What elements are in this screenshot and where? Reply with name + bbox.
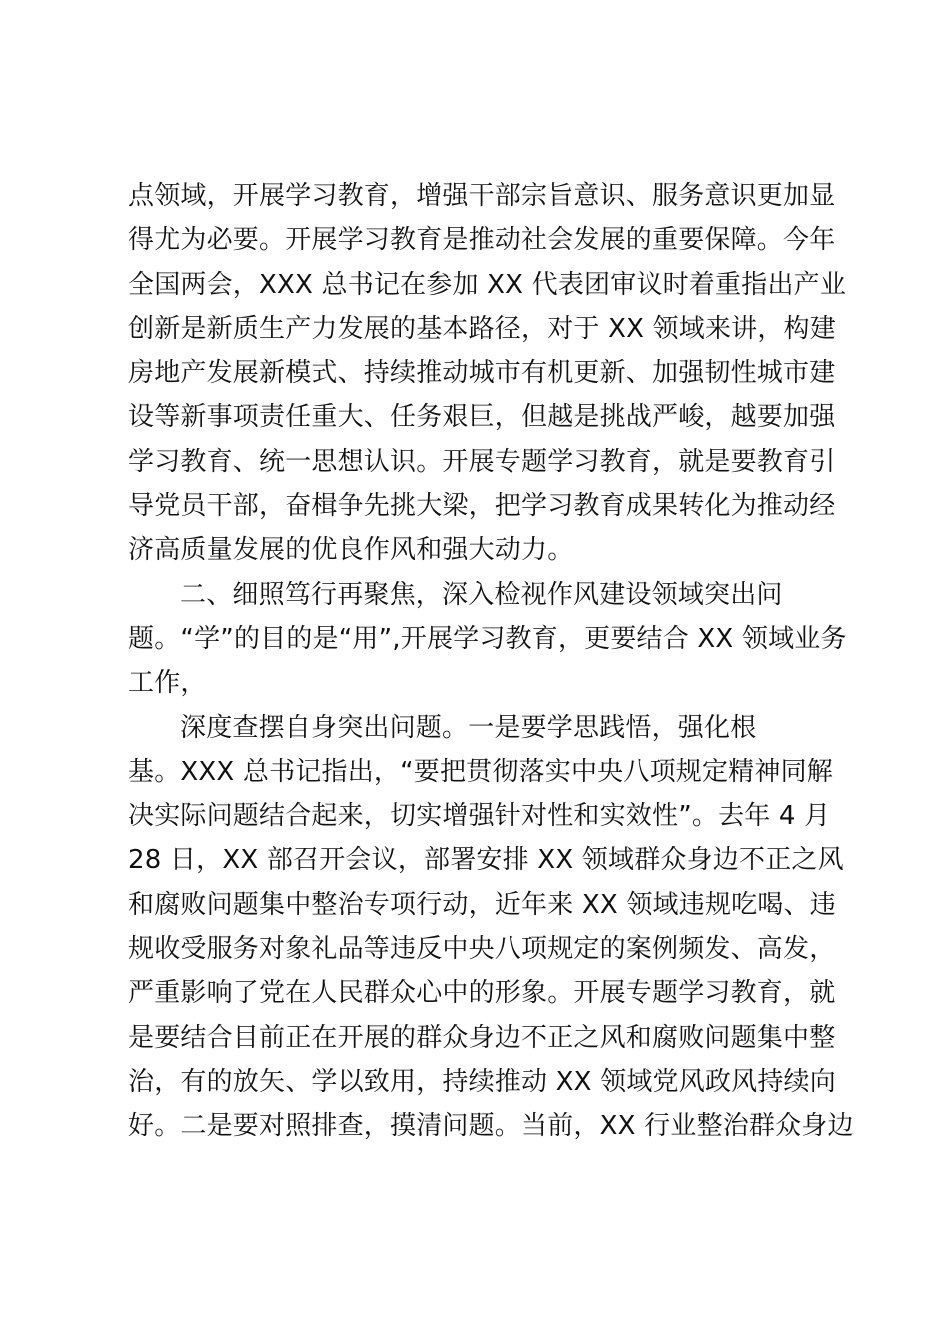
text-line: 是要结合目前正在开展的群众身边不正之风和腐败问题集中整 — [128, 1022, 836, 1053]
text-line: 点领域，开展学习教育，增强干部宗旨意识、服务意识更加显 — [128, 181, 836, 211]
text-line: 济高质量发展的优良作风和强大动力。 — [128, 535, 574, 566]
text-line: 得尤为必要。开展学习教育是推动社会发展的重要保障。今年 — [128, 225, 836, 256]
text-line: 28 日，XX 部召开会议，部署安排 XX 领域群众身边不正之风 — [128, 845, 844, 876]
text-line: 规收受服务对象礼品等违反中央八项规定的案例频发、高发， — [128, 934, 836, 965]
paragraph-start-line: 深度查摆自身突出问题。一是要学思践悟，强化根 — [180, 712, 757, 743]
text-line: 题。“学”的目的是“用”,开展学习教育，更要结合 XX 领域业务 — [128, 623, 847, 654]
text-line: 好。二是要对照排查，摸清问题。当前，XX 行业整治群众身边 — [128, 1111, 854, 1142]
text-line: 房地产发展新模式、持续推动城市有机更新、加强韧性城市建 — [128, 358, 836, 389]
text-line: 设等新事项责任重大、任务艰巨，但越是挑战严峻，越要加强 — [128, 402, 836, 433]
section-heading-line: 二、细照笃行再聚焦，深入检视作风建设领域突出问 — [180, 579, 783, 610]
text-line: 创新是新质生产力发展的基本路径，对于 XX 领域来讲，构建 — [128, 313, 836, 344]
text-line: 决实际问题结合起来，切实增强针对性和实效性”。去年 4 月 — [128, 801, 831, 832]
text-line: 导党员干部，奋楫争先挑大梁，把学习教育成果转化为推动经 — [128, 491, 836, 522]
text-line: 治，有的放矢、学以致用，持续推动 XX 领域党风政风持续向 — [128, 1066, 836, 1097]
text-line: 严重影响了党在人民群众心中的形象。开展专题学习教育，就 — [128, 978, 836, 1009]
text-line: 工作， — [128, 668, 207, 699]
text-line: 学习教育、统一思想认识。开展专题学习教育，就是要教育引 — [128, 446, 836, 477]
text-line: 基。XXX 总书记指出，“要把贯彻落实中央八项规定精神同解 — [128, 756, 833, 787]
text-line: 和腐败问题集中整治专项行动，近年来 XX 领域违规吃喝、违 — [128, 889, 836, 920]
text-line: 全国两会，XXX 总书记在参加 XX 代表团审议时着重指出产业 — [128, 269, 847, 300]
document-body — [128, 174, 854, 1149]
